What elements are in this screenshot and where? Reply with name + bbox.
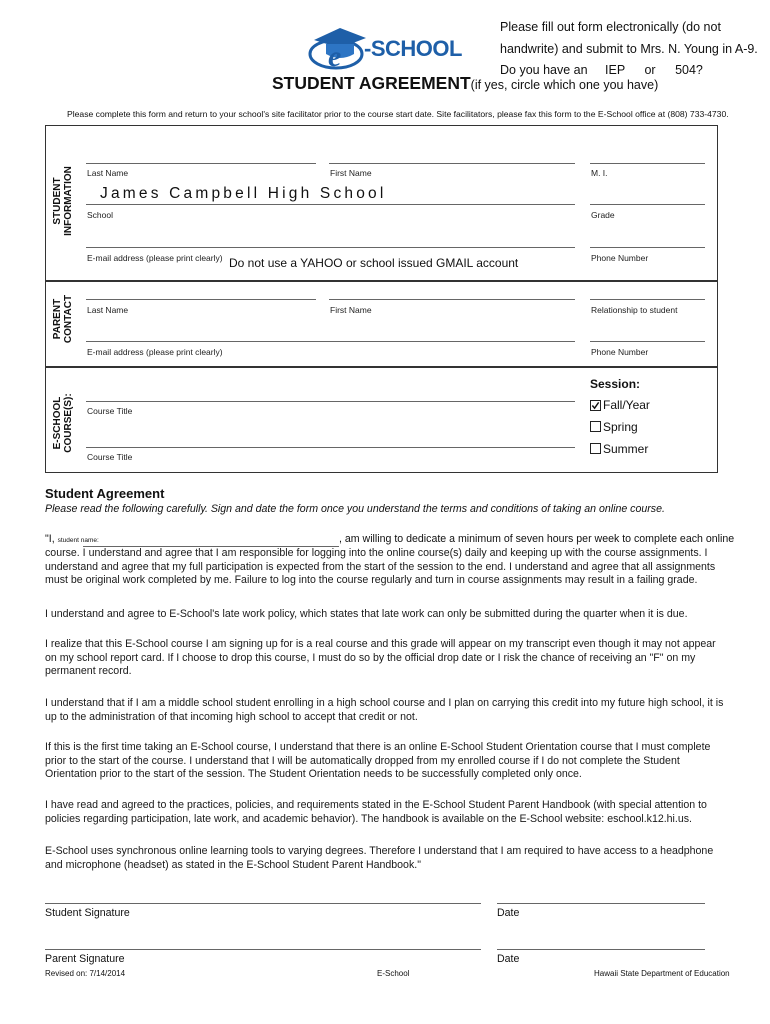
- agreement-p1: course. I understand and agree that I am responsible for logging into the online course(s) daily and keeping up with the course assignments. I understand and agree that my full participation is expected from the start of the session to the end. I understand and agree that all assignments must be original work completed by me. Failure to log into the course regularly and turn in course assignments may result in a failing grade.: [45, 547, 716, 587]
- student-phone-label: Phone Number: [591, 253, 649, 263]
- checkmark-icon: [591, 401, 600, 410]
- page-title: STUDENT AGREEMENT: [272, 73, 471, 93]
- iep-question: Do you have an: [500, 63, 588, 77]
- session-summer-label: Summer: [603, 442, 649, 456]
- student-name-label: student name:: [57, 537, 99, 544]
- session-label: Session:: [590, 377, 641, 391]
- header-note-2: handwrite) and submit to Mrs. N. Young in A-9.: [500, 42, 758, 56]
- email-note: Do not use a YAHOO or school issued GMAIL account: [229, 256, 519, 270]
- parent-email-label: E-mail address (please print clearly): [87, 347, 223, 357]
- title-suffix: (if yes, circle which one you have): [470, 78, 659, 92]
- page-title-row: [272, 73, 658, 94]
- session-fall-checkbox[interactable]: [590, 400, 601, 411]
- student-signature-label: Student Signature: [45, 907, 130, 919]
- agreement-p5: If this is the first time taking an E-School course, I understand that there is an online E-School Student Orientation course that I must complete prior to the start of the course. I understand that I will be automatically dropped from my enrolled course if I do not complete the Student Orientation prior to the start of the session. The Student Orientation needs to be successfully completed only once.: [45, 741, 711, 781]
- course-title-label-2: Course Title: [87, 452, 133, 462]
- student-signature-line[interactable]: [45, 903, 481, 904]
- header-note-1: Please fill out form electronically (do not: [500, 20, 721, 34]
- instructions: Please complete this form and return to your school's site facilitator prior to the course start date. Site facilitators, please fax this form to the E-School office at (808) 733-4730.: [67, 109, 729, 119]
- or-text: or: [644, 63, 656, 77]
- session-spring-checkbox[interactable]: [590, 421, 601, 432]
- option-504[interactable]: 504?: [675, 63, 703, 77]
- agreement-p3: I realize that this E-School course I am signing up for is a real course and this grade will appear on my transcript even though it may not appear on my school report card. If I choose to drop this course, I must do so by the official drop date or I risk the chance of receiving an "F" on my permanent record.: [45, 638, 716, 678]
- student-date-line[interactable]: [497, 903, 705, 904]
- agreement-p2: I understand and agree to E-School's late work policy, which states that late work can only be submitted during the quarter when it is due.: [45, 608, 688, 620]
- footer-revised: Revised on: 7/14/2014: [45, 969, 126, 978]
- parent-date-line[interactable]: [497, 949, 705, 950]
- svg-text:e: e: [328, 40, 342, 72]
- agreement-p7: E-School uses synchronous online learning tools to varying degrees. Therefore I understand that I am required to have access to a headphone and microphone (headset) as stated in the E-School Student Parent Handbook.": [45, 845, 714, 871]
- agreement-p4: I understand that if I am a middle school student enrolling in a high school course and I plan on carrying this credit into my future high school, it is up to the administration of that incoming high school to accept that credit or not.: [45, 697, 724, 723]
- session-fall-label: Fall/Year: [603, 398, 650, 412]
- iep-option[interactable]: IEP: [605, 63, 625, 77]
- agreement-p1-start: , am willing to dedicate a minimum of seven hours per week to complete each online: [339, 533, 735, 545]
- parent-contact-label: PARENT CONTACT: [52, 294, 74, 344]
- parent-date-label: Date: [497, 953, 520, 965]
- student-first-name-label: First Name: [330, 168, 372, 178]
- session-spring-label: Spring: [603, 420, 638, 434]
- student-last-name-label: Last Name: [87, 168, 129, 178]
- parent-first-name-label: First Name: [330, 305, 372, 315]
- relationship-label: Relationship to student: [591, 305, 678, 315]
- student-info-label: STUDENT INFORMATION: [52, 166, 74, 236]
- footer-center: E-School: [377, 969, 410, 978]
- parent-phone-label: Phone Number: [591, 347, 649, 357]
- eschool-logo: [306, 22, 471, 72]
- agreement-p6: I have read and agreed to the practices, policies, and requirements stated in the E-School Student Parent Handbook (with special attention to policies regarding participation, late work, and academic behavior). The handbook is available on the E-School website: eschool.k12.hi.us.: [45, 799, 707, 825]
- student-mi-label: M. I.: [591, 168, 608, 178]
- school-label: School: [87, 210, 113, 220]
- parent-signature-label: Parent Signature: [45, 953, 125, 965]
- student-email-label: E-mail address (please print clearly): [87, 253, 223, 263]
- course-title-label-1: Course Title: [87, 406, 133, 416]
- agreement-heading: Student Agreement: [45, 486, 165, 501]
- footer-right: Hawaii State Department of Education: [594, 969, 730, 978]
- courses-label: E-SCHOOL COURSE(S):: [52, 393, 74, 453]
- session-summer-checkbox[interactable]: [590, 443, 601, 454]
- agreement-intro: Please read the following carefully. Sign and date the form once you understand the terms and conditions of taking an online course.: [45, 503, 665, 515]
- logo-text: -SCHOOL: [364, 36, 462, 61]
- student-name-row: "I, student name:: [45, 533, 99, 545]
- student-date-label: Date: [497, 907, 520, 919]
- parent-signature-line[interactable]: [45, 949, 481, 950]
- parent-last-name-label: Last Name: [87, 305, 129, 315]
- school-field[interactable]: James Campbell High School: [100, 185, 387, 202]
- grade-label: Grade: [591, 210, 615, 220]
